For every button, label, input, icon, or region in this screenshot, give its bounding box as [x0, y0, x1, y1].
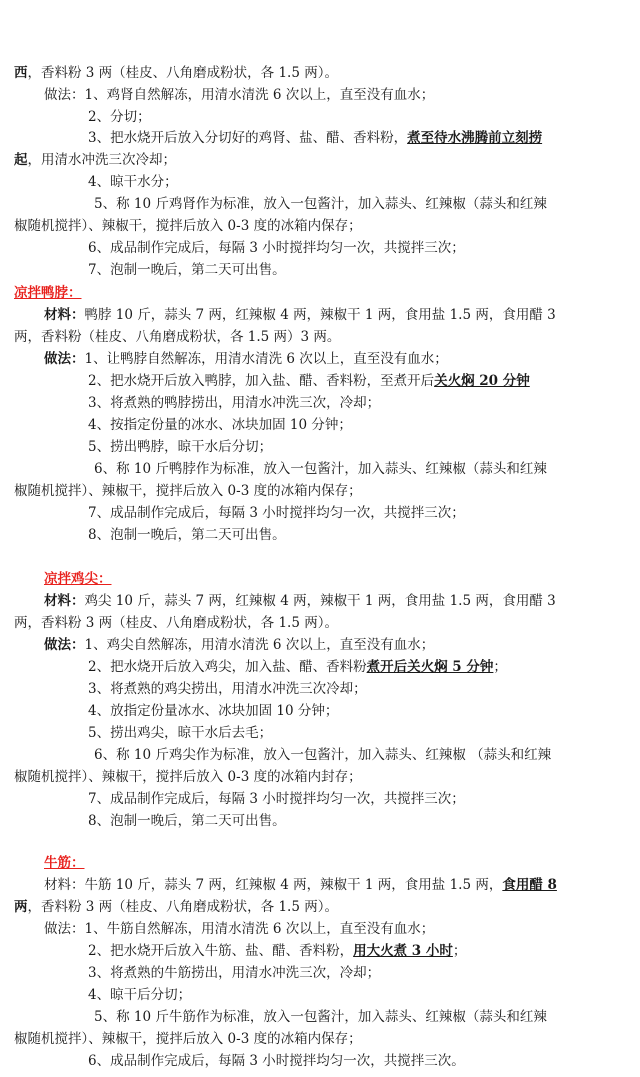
section-title: [44, 569, 640, 589]
materials-label: 材料：: [44, 593, 85, 610]
ingredients-line: 两，香料粉 3 两（桂皮、八角磨成粉状，各 1.5 两）。: [14, 615, 338, 632]
step-text: 5、称 10 斤牛筋作为标准，放入一包酱汁，加入蒜头、红辣椒（蒜头和红辣: [94, 1009, 547, 1025]
method-step: 7、成品制作完成后，每隔 3 小时搅拌均匀一次，共搅拌三次；: [88, 504, 465, 521]
text-line: ，香料粉 3 两（桂皮、八角磨成粉状，各 1.5 两）。: [27, 65, 338, 81]
method-step: [88, 1051, 640, 1071]
method-step: 5、捞出鸡尖，晾干水后去毛；: [88, 725, 273, 742]
method-step: [88, 657, 640, 677]
emphasis-text: 两: [14, 899, 28, 916]
ingredients-line: 两，香料粉（桂皮、八角磨成粉状，各 1.5 两）3 两。: [14, 328, 341, 345]
text-line: 材料：牛筋 10 斤，蒜头 7 两，红辣椒 4 两，辣椒干 1 两，食用盐 1.5 两，: [44, 877, 503, 894]
step-text: 2、把水烧开后放入鸡尖，加入盐、醋、香料粉: [88, 659, 367, 676]
method-step: [88, 371, 640, 391]
step-text: ，用清水冲洗三次冷却；: [27, 152, 176, 168]
method-step: 5、捞出鸭脖，晾干水后分切；: [88, 438, 273, 455]
step-text: 1、牛筋自然解冻，用清水清洗 6 次以上，直至没有血水；: [84, 921, 435, 938]
method-step: [44, 85, 640, 105]
step-text: 1、让鸭脖自然解冻，用清水清洗 6 次以上，直至没有血水；: [84, 350, 448, 367]
method-step: 4、放指定份量冰水、冰块加固 10 分钟；: [88, 703, 339, 720]
method-step: [88, 128, 640, 148]
method-step: 8、泡制一晚后，第二天可出售。: [88, 526, 286, 543]
step-text: 1、鸡尖自然解冻，用清水清洗 6 次以上，直至没有血水；: [84, 637, 435, 654]
emphasis-text: 用大火煮 3 小时: [353, 943, 453, 960]
step-text: 3、将煮熟的牛筋捞出，用清水冲洗三次，冷却；: [88, 965, 381, 982]
emphasis-text: 食用醋 8: [502, 877, 557, 894]
ingredients-line: [44, 875, 640, 895]
ingredients-line: [14, 897, 640, 917]
step-text: 椒随机搅拌）、辣椒干，搅拌后放入 0-3 度的冰箱内保存；: [14, 1031, 362, 1047]
section-heading: 凉拌鸭脖：: [14, 284, 82, 301]
text-bold: 西: [14, 65, 28, 81]
method-step: 6、称 10 斤鸭脖作为标准，放入一包酱汁，加入蒜头、红辣椒（蒜头和红辣: [94, 460, 547, 477]
method-step: 7、泡制一晚后，第二天可出售。: [88, 261, 286, 278]
section-heading: 凉拌鸡尖：: [44, 571, 112, 588]
ingredients-continuation: [14, 63, 640, 83]
emphasis-text: 起: [14, 152, 28, 168]
method-step: 4、晾干水分；: [88, 174, 178, 190]
ingredients-line: [44, 305, 640, 325]
method-step: 2、分切；: [88, 109, 151, 125]
method-step: 8、泡制一晚后，第二天可出售。: [88, 813, 286, 830]
emphasis-text: 煮至待水沸腾前立刻捞: [407, 130, 543, 146]
emphasis-text: 煮开后关火焖 5 分钟: [366, 659, 494, 676]
text-line: ，香料粉 3 两（桂皮、八角磨成粉状，各 1.5 两）。: [27, 899, 338, 916]
step-text: ；: [493, 659, 507, 676]
step-text: 4、晾干后分切；: [88, 987, 192, 1004]
section-title: [44, 853, 640, 873]
method-step: 3、将煮熟的鸡尖捞出，用清水冲洗三次冷却；: [88, 681, 367, 698]
method-step: 6、称 10 斤鸡尖作为标准，放入一包酱汁，加入蒜头、红辣椒 （蒜头和红辣: [94, 747, 552, 764]
step-text: 6、成品制作完成后，每隔 3 小时搅拌均匀一次，共搅拌三次。: [88, 1053, 465, 1069]
method-label: 做法：: [44, 637, 85, 654]
method-step: 4、按指定份量的冰水、冰块加固 10 分钟；: [88, 416, 352, 433]
method-step: [44, 349, 640, 369]
method-step-continued: 椒随机搅拌）、辣椒干，搅拌后放入 0-3 度的冰箱内封存；: [14, 769, 362, 786]
step-text: 2、把水烧开后放入牛筋、盐、醋、香料粉，: [88, 943, 354, 960]
materials-label: 材料：: [44, 306, 85, 323]
text-line: 鸭脖 10 斤，蒜头 7 两，红辣椒 4 两，辣椒干 1 两，食用盐 1.5 两，食用醋 3: [84, 306, 556, 323]
method-step: [44, 635, 640, 655]
method-step-continued: 椒随机搅拌）、辣椒干，搅拌后放入 0-3 度的冰箱内保存；: [14, 217, 362, 234]
method-step: [88, 963, 640, 983]
method-step-continued: [14, 150, 640, 170]
method-step: [88, 941, 640, 961]
emphasis-text: 关火焖 20 分钟: [434, 372, 530, 389]
step-text: 3、把水烧开后放入分切好的鸡肾、盐、醋、香料粉，: [88, 130, 408, 146]
method-label: 做法：: [44, 921, 85, 938]
step-text: 2、把水烧开后放入鸭脖，加入盐、醋、香料粉，至煮开后: [88, 372, 435, 389]
method-step: 5、称 10 斤鸡肾作为标准，放入一包酱汁，加入蒜头、红辣椒（蒜头和红辣: [94, 195, 547, 212]
method-step: [14, 1029, 640, 1049]
method-step-continued: 椒随机搅拌）、辣椒干，搅拌后放入 0-3 度的冰箱内保存；: [14, 482, 362, 499]
method-step: [88, 985, 640, 1005]
method-label: 做法：: [44, 350, 85, 367]
step-text: 1、鸡肾自然解冻，用清水清洗 6 次以上，直至没有血水；: [84, 87, 435, 103]
ingredients-line: [44, 591, 640, 611]
step-text: ；: [452, 943, 467, 960]
method-step: [44, 919, 640, 939]
section-title: [14, 283, 640, 303]
text-line: 鸡尖 10 斤，蒜头 7 两，红辣椒 4 两，辣椒干 1 两，食用盐 1.5 两，食用醋 3: [84, 593, 556, 610]
method-step: [94, 1007, 640, 1027]
method-step: 7、成品制作完成后，每隔 3 小时搅拌均匀一次，共搅拌三次；: [88, 791, 465, 808]
method-label: 做法：: [44, 87, 85, 103]
method-step: 6、成品制作完成后，每隔 3 小时搅拌均匀一次，共搅拌三次；: [88, 239, 465, 256]
section-heading: 牛筋：: [44, 855, 85, 872]
method-step: 3、将煮熟的鸭脖捞出，用清水冲洗三次，冷却；: [88, 394, 381, 411]
